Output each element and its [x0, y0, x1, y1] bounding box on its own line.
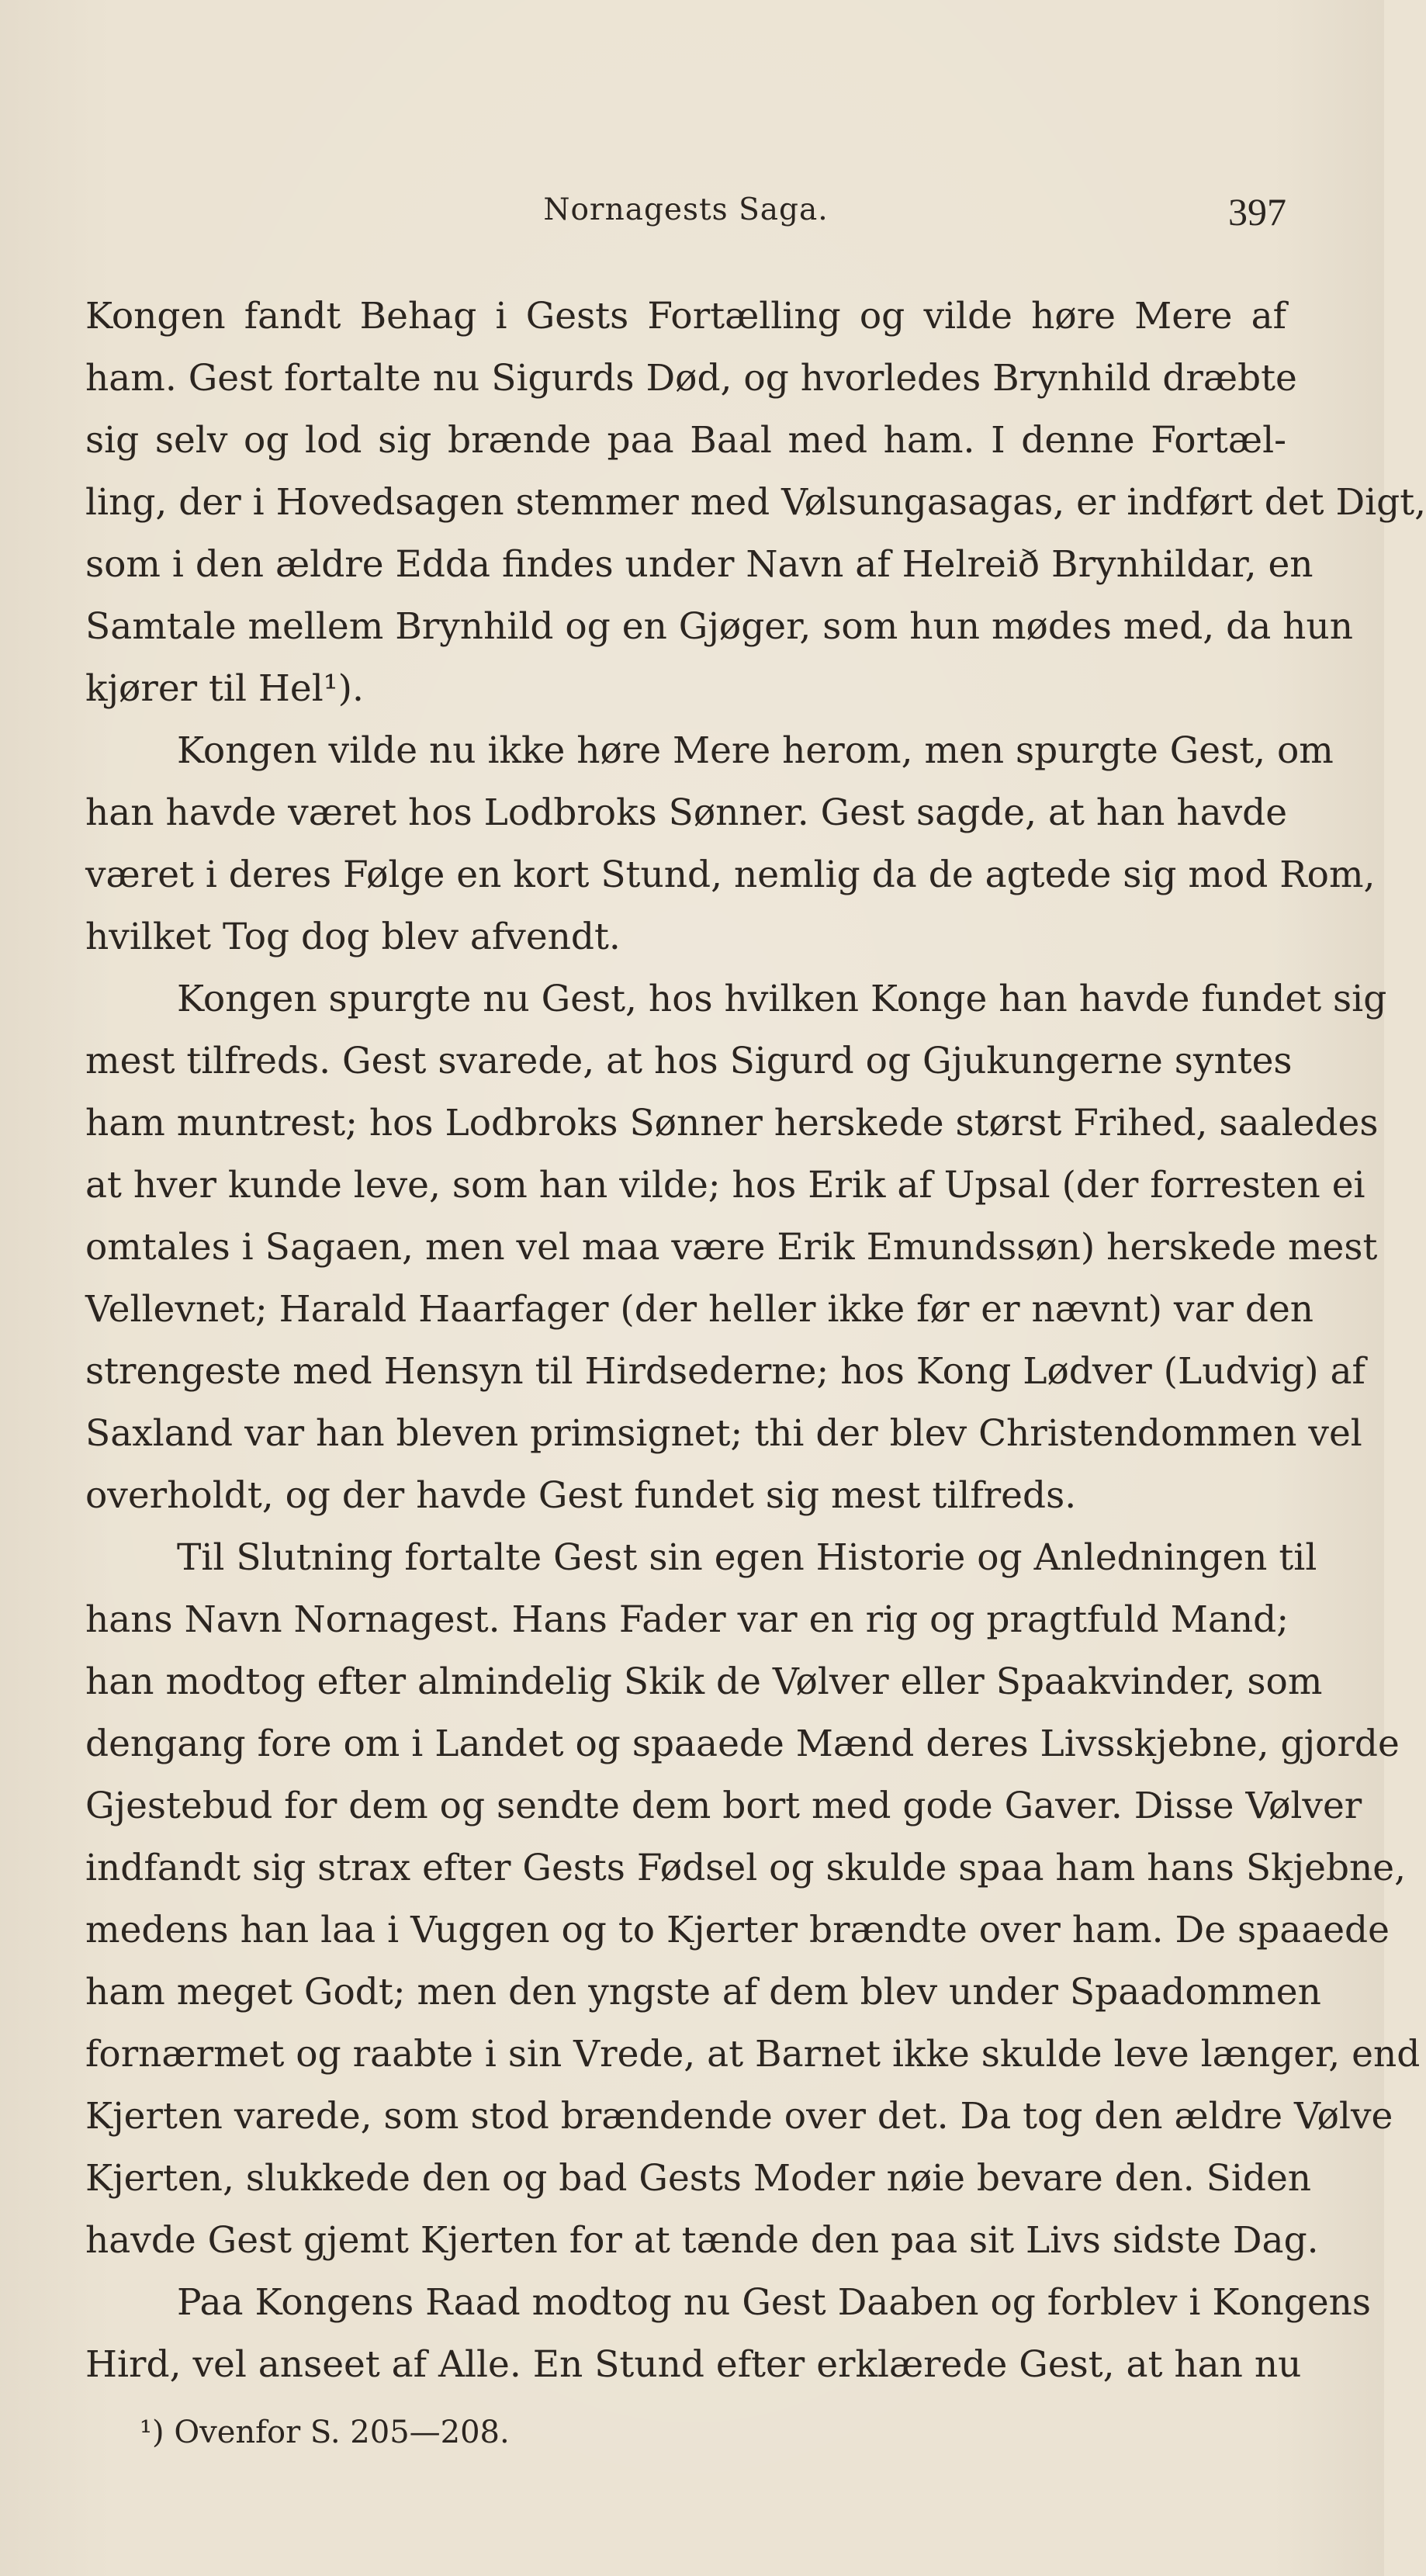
text-line: Til Slutning fortalte Gest sin egen Historie og Anledningen til	[177, 1536, 1317, 1579]
text-line: Kongen fandt Behag i Gests Fortælling og vilde høre Mere af	[85, 295, 1286, 338]
text-line: Paa Kongens Raad modtog nu Gest Daaben og forblev i Kongens	[177, 2281, 1372, 2324]
text-line: været i deres Følge en kort Stund, nemlig da de agtede sig mod Rom,	[85, 853, 1376, 896]
text-line: dengang fore om i Landet og spaaede Mænd deres Livsskjebne, gjorde	[85, 1723, 1400, 1765]
text-line: indfandt sig strax efter Gests Fødsel og skulde spaa ham hans Skjebne,	[85, 1847, 1407, 1889]
text-line: medens han laa i Vuggen og to Kjerter brændte over ham. De spaaede	[85, 1909, 1390, 1951]
text-line: han havde været hos Lodbroks Sønner. Gest sagde, at han havde	[85, 791, 1288, 834]
text-line: Hird, vel anseet af Alle. En Stund efter erklærede Gest, at han nu	[85, 2343, 1302, 2386]
body-text	[85, 286, 1426, 2396]
text-line: Vellevnet; Harald Haarfager (der heller ikke før er nævnt) var den	[85, 1288, 1314, 1331]
text-line: Gjestebud for dem og sendte dem bort med gode Gaver. Disse Vølver	[85, 1785, 1362, 1827]
text-line: Kjerten varede, som stod brændende over det. Da tog den ældre Vølve	[85, 2095, 1393, 2138]
text-line: Kongen vilde nu ikke høre Mere herom, men spurgte Gest, om	[177, 729, 1334, 772]
text-line: ling, der i Hovedsagen stemmer med Vølsungasagas, er indført det Digt,	[85, 481, 1426, 524]
footnote: ¹) Ovenfor S. 205—208.	[140, 2415, 510, 2450]
text-line: havde Gest gjemt Kjerten for at tænde den paa sit Livs sidste Dag.	[85, 2219, 1319, 2262]
text-line: sig selv og lod sig brænde paa Baal med ham. I denne Fortæl-	[85, 419, 1286, 462]
text-line: ham muntrest; hos Lodbroks Sønner herskede størst Frihed, saaledes	[85, 1102, 1379, 1144]
text-line: omtales i Sagaen, men vel maa være Erik Emundssøn) herskede mest	[85, 1226, 1378, 1269]
text-line: strengeste med Hensyn til Hirdsederne; hos Kong Lødver (Ludvig) af	[85, 1350, 1365, 1393]
running-title: Nornagests Saga.	[543, 192, 829, 227]
text-line: overholdt, og der havde Gest fundet sig mest tilfreds.	[85, 1474, 1077, 1517]
text-line: ham. Gest fortalte nu Sigurds Død, og hvorledes Brynhild dræbte	[85, 357, 1297, 400]
text-line: som i den ældre Edda findes under Navn af Helreið Brynhildar, en	[85, 543, 1314, 586]
text-line: han modtog efter almindelig Skik de Vølver eller Spaakvinder, som	[85, 1660, 1323, 1703]
page-header	[85, 189, 1286, 244]
text-line: Kjerten, slukkede den og bad Gests Moder nøie bevare den. Siden	[85, 2157, 1312, 2200]
text-line: hvilket Tog dog blev afvendt.	[85, 916, 621, 958]
text-line: mest tilfreds. Gest svarede, at hos Sigurd og Gjukungerne syntes	[85, 1040, 1293, 1082]
text-line: fornærmet og raabte i sin Vrede, at Barnet ikke skulde leve længer, end	[85, 2033, 1421, 2076]
text-line: at hver kunde leve, som han vilde; hos Erik af Upsal (der forresten ei	[85, 1164, 1365, 1207]
text-line: Kongen spurgte nu Gest, hos hvilken Konge han havde fundet sig	[177, 978, 1387, 1020]
page-number: 397	[1228, 190, 1286, 234]
text-line: ham meget Godt; men den yngste af dem blev under Spaadommen	[85, 1971, 1321, 2013]
text-line: hans Navn Nornagest. Hans Fader var en rig og pragtfuld Mand;	[85, 1598, 1289, 1641]
text-line: Samtale mellem Brynhild og en Gjøger, som hun mødes med, da hun	[85, 605, 1353, 648]
text-line: Saxland var han bleven primsignet; thi der blev Christendommen vel	[85, 1412, 1362, 1455]
text-line: kjører til Hel¹).	[85, 667, 364, 710]
